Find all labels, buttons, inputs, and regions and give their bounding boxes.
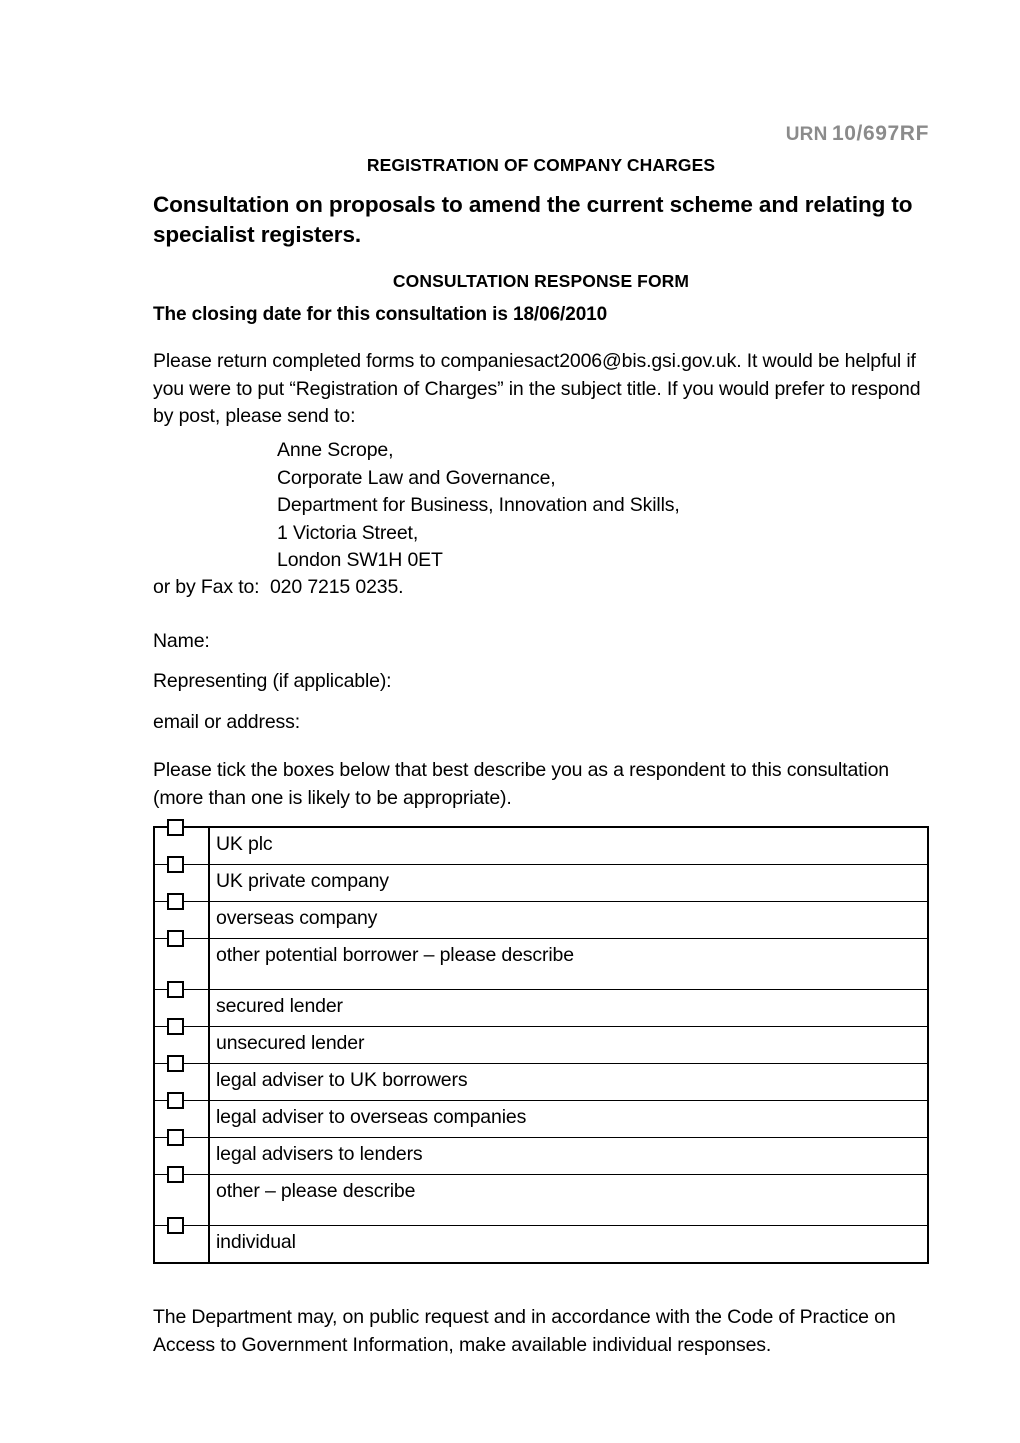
checkbox-icon[interactable] bbox=[167, 930, 184, 947]
checkbox-icon[interactable] bbox=[167, 819, 184, 836]
checkbox-icon[interactable] bbox=[167, 1018, 184, 1035]
field-label-email-or-address: email or address: bbox=[153, 710, 301, 733]
fax-number: 020 7215 0235. bbox=[269, 576, 404, 599]
checkbox-icon[interactable] bbox=[167, 893, 184, 910]
respondent-type-label: legal advisers to lenders bbox=[216, 1142, 423, 1165]
table-row[interactable] bbox=[154, 827, 928, 865]
address-line: Department for Business, Innovation and Skills, bbox=[277, 494, 680, 517]
respondent-type-label: UK plc bbox=[216, 832, 273, 855]
checkbox-icon[interactable] bbox=[167, 856, 184, 873]
postal-address-block bbox=[153, 437, 929, 602]
table-row[interactable] bbox=[154, 901, 928, 938]
checkbox-icon[interactable] bbox=[167, 1166, 184, 1183]
respondent-type-label: legal adviser to overseas companies bbox=[216, 1105, 527, 1128]
address-line: Corporate Law and Governance, bbox=[277, 466, 556, 489]
respondent-type-label: unsecured lender bbox=[216, 1031, 365, 1054]
table-row[interactable] bbox=[154, 938, 928, 989]
field-label-name: Name: bbox=[153, 629, 210, 652]
table-row[interactable] bbox=[154, 1026, 928, 1063]
table-row[interactable] bbox=[154, 1063, 928, 1100]
respondent-type-label: secured lender bbox=[216, 994, 343, 1017]
table-row[interactable] bbox=[154, 1100, 928, 1137]
field-label-representing: Representing (if applicable): bbox=[153, 670, 392, 693]
respondent-type-label: UK private company bbox=[216, 869, 389, 892]
checkbox-cell[interactable] bbox=[154, 1225, 209, 1263]
checkbox-icon[interactable] bbox=[167, 1055, 184, 1072]
fax-label: or by Fax to: bbox=[153, 576, 270, 599]
respondent-type-label: overseas company bbox=[216, 906, 378, 929]
checkbox-icon[interactable] bbox=[167, 1092, 184, 1109]
urn-value: 10/697RF bbox=[831, 122, 929, 145]
form-heading: CONSULTATION RESPONSE FORM bbox=[392, 270, 690, 291]
table-row[interactable] bbox=[154, 1137, 928, 1174]
respondent-type-table bbox=[153, 826, 929, 1264]
page-title: Consultation on proposals to amend the current scheme and relating to specialist registers. bbox=[153, 192, 913, 247]
checkbox-icon[interactable] bbox=[167, 1129, 184, 1146]
respondent-type-label: individual bbox=[216, 1230, 296, 1253]
fax-line bbox=[153, 574, 929, 601]
respondent-detail-fields bbox=[153, 629, 929, 733]
table-row[interactable] bbox=[154, 989, 928, 1026]
address-line: London SW1H 0ET bbox=[277, 548, 443, 571]
address-line: 1 Victoria Street, bbox=[277, 521, 419, 544]
urn-header bbox=[153, 123, 929, 145]
checkbox-icon[interactable] bbox=[167, 981, 184, 998]
document-content bbox=[153, 0, 929, 1359]
respondent-type-label: other potential borrower – please describe bbox=[216, 943, 574, 966]
address-line: Anne Scrope, bbox=[277, 439, 394, 462]
checkbox-icon[interactable] bbox=[167, 1217, 184, 1234]
table-row[interactable] bbox=[154, 1225, 928, 1263]
table-row[interactable] bbox=[154, 1174, 928, 1225]
urn-label: URN bbox=[785, 124, 828, 145]
table-row[interactable] bbox=[154, 864, 928, 901]
closing-date-line: The closing date for this consultation is 18/06/2010 bbox=[153, 303, 608, 325]
respondent-type-table-body bbox=[154, 827, 928, 1263]
respondent-type-label: other – please describe bbox=[216, 1179, 416, 1202]
return-instructions-paragraph: Please return completed forms to companiesact2006@bis.gsi.gov.uk. It would be helpful if you were to put “Registration of Charges” in the subject title. If you would prefer to respond by post, please send to: bbox=[153, 349, 921, 428]
document-subject: REGISTRATION OF COMPANY CHARGES bbox=[366, 155, 716, 176]
tick-instruction: Please tick the boxes below that best describe you as a respondent to this consultation (more than one is likely to be appropriate). bbox=[153, 759, 889, 810]
respondent-type-label: legal adviser to UK borrowers bbox=[216, 1068, 468, 1091]
footer-note: The Department may, on public request and in accordance with the Code of Practice on Access to Government Information, make available individual responses. bbox=[153, 1305, 896, 1356]
